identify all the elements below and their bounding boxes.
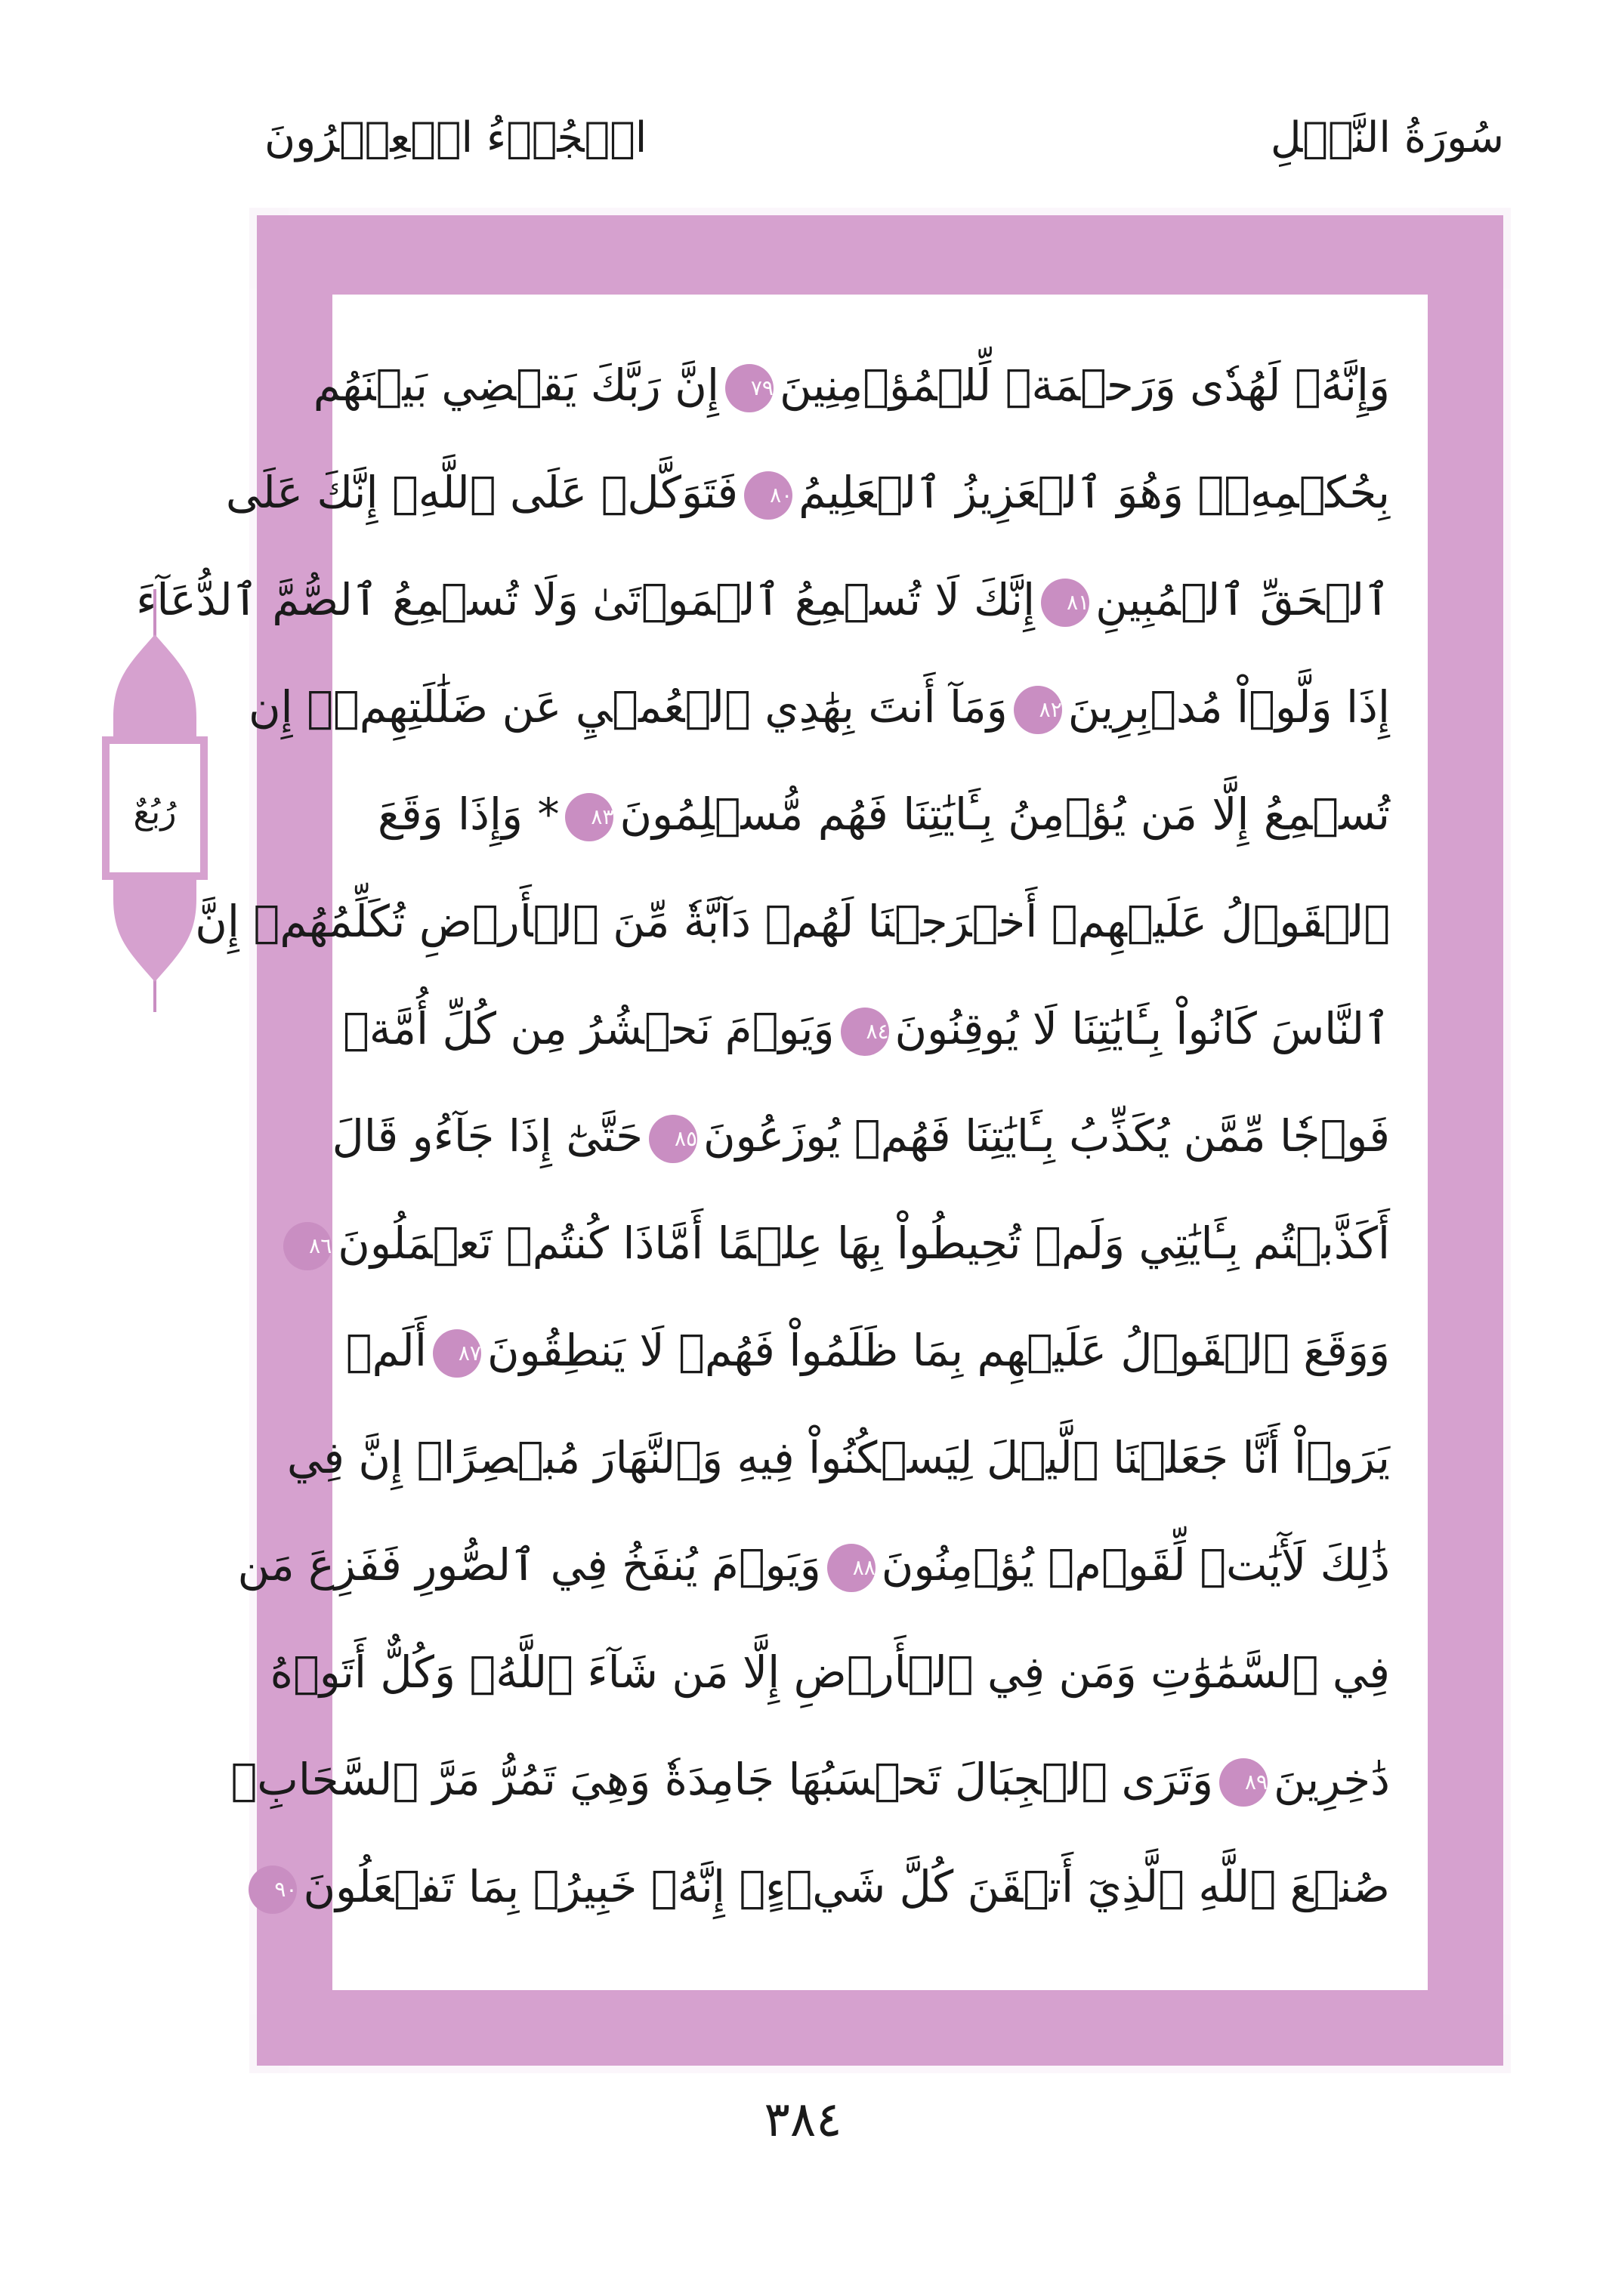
ayah-number-marker: ٨٥ xyxy=(649,1115,697,1163)
text-line xyxy=(345,1298,1390,1403)
text-line xyxy=(136,547,1390,653)
text-line xyxy=(248,654,1390,760)
verse-text: تُسۡمِعُ إِلَّا مَن يُؤۡمِنُ بِـَٔايَٰتِنَا فَهُم مُّسۡلِمُونَ xyxy=(619,788,1390,840)
ayah-number-marker: ٨٤ xyxy=(841,1008,889,1056)
verse-text: وَيَوۡمَ نَحۡشُرُ مِن كُلِّ أُمَّةٖ xyxy=(342,1003,835,1054)
verse-text: بِحُكۡمِهِۦۚ وَهُوَ ٱلۡعَزِيزُ ٱلۡعَلِيمُ xyxy=(798,467,1390,518)
juz-title: الۡجُزۡءُ الۡعِشۡرُونَ xyxy=(264,113,647,162)
text-line xyxy=(274,1834,1390,1940)
ayah-number-marker: ٨٩ xyxy=(1219,1758,1268,1807)
verse-text: ٱلۡحَقِّ ٱلۡمُبِينِ xyxy=(1095,574,1390,625)
verse-text: وَيَوۡمَ يُنفَخُ فِي ٱلصُّورِ فَفَزِعَ مَن xyxy=(237,1539,821,1591)
text-line xyxy=(225,440,1390,545)
ayah-number-marker: ٨٢ xyxy=(1014,686,1062,734)
verse-text: إِذَا وَلَّوۡاْ مُدۡبِرِينَ xyxy=(1067,681,1390,733)
verse-text: فَوۡجٗا مِّمَّن يُكَذِّبُ بِـَٔايَٰتِنَا فَهُمۡ يُوزَعُونَ xyxy=(703,1110,1390,1162)
verse-text: دَٰخِرِينَ xyxy=(1274,1754,1390,1805)
ayah-number-marker: ٨٧ xyxy=(433,1329,481,1378)
rub-label: رُبُعٌ xyxy=(133,793,177,832)
verse-text: وَتَرَى ٱلۡجِبَالَ تَحۡسَبُهَا جَامِدَةٗ وَهِيَ تَمُرُّ مَرَّ ٱلسَّحَابِۚ xyxy=(230,1754,1214,1805)
verse-text: حَتَّىٰٓ إِذَا جَآءُو قَالَ xyxy=(332,1110,644,1162)
verse-text: أَكَذَّبۡتُم بِـَٔايَٰتِي وَلَمۡ تُحِيطُواْ بِهَا عِلۡمًا أَمَّاذَا كُنتُمۡ تَعۡمَلُونَ xyxy=(338,1217,1390,1269)
surah-title: سُورَةُ النَّمۡلِ xyxy=(1270,113,1504,162)
verse-text: فَتَوَكَّلۡ عَلَى ٱللَّهِۖ إِنَّكَ عَلَى xyxy=(225,467,739,518)
verse-text: ذَٰلِكَ لَأٓيَٰتٖ لِّقَوۡمٖ يُؤۡمِنُونَ xyxy=(881,1539,1390,1591)
text-line xyxy=(309,1190,1390,1296)
text-line xyxy=(332,1083,1390,1189)
verse-text: أَلَمۡ xyxy=(345,1325,427,1376)
verse-text: ٱلۡقَوۡلُ عَلَيۡهِمۡ أَخۡرَجۡنَا لَهُمۡ دَآبَّةٗ مِّنَ ٱلۡأَرۡضِ تُكَلِّمُهُمۡ إِنَّ xyxy=(195,896,1390,947)
text-line xyxy=(195,869,1390,974)
verse-text: وَمَآ أَنتَ بِهَٰدِي ٱلۡعُمۡيِ عَن ضَلَٰلَتِهِمۡۖ إِن xyxy=(248,681,1008,733)
ayah-number-marker: ٧٩ xyxy=(725,364,774,412)
text-line xyxy=(313,332,1390,438)
ayah-number-marker: ٨٣ xyxy=(565,793,613,841)
text-line xyxy=(342,976,1390,1082)
ayah-number-marker: ٨٦ xyxy=(283,1222,332,1270)
text-line xyxy=(230,1727,1390,1832)
ayah-number-marker: ٩٠ xyxy=(249,1866,297,1914)
text-line xyxy=(286,1405,1390,1511)
ayah-number-marker: ٨٨ xyxy=(827,1544,876,1592)
verse-text: إِنَّ رَبَّكَ يَقۡضِي بَيۡنَهُم xyxy=(313,360,719,411)
page-number: ٣٨٤ xyxy=(764,2092,842,2148)
text-line xyxy=(237,1512,1390,1618)
ayah-number-marker: ٨٠ xyxy=(744,471,792,520)
verse-text: فِي ٱلسَّمَٰوَٰتِ وَمَن فِي ٱلۡأَرۡضِ إِلَّا مَن شَآءَ ٱللَّهُۚ وَكُلٌّ أَتَوۡهُ xyxy=(270,1646,1390,1698)
verse-text: إِنَّكَ لَا تُسۡمِعُ ٱلۡمَوۡتَىٰ وَلَا تُسۡمِعُ ٱلصُّمَّ ٱلدُّعَآءَ xyxy=(136,574,1036,625)
verse-text: وَإِنَّهُۥ لَهُدٗى وَرَحۡمَةٞ لِّلۡمُؤۡمِنِينَ xyxy=(779,360,1390,411)
text-line xyxy=(378,761,1390,867)
ayah-number-marker: ٨١ xyxy=(1041,579,1089,627)
verse-text: * وَإِذَا وَقَعَ xyxy=(378,788,560,840)
verse-text: صُنۡعَ ٱللَّهِ ٱلَّذِيٓ أَتۡقَنَ كُلَّ شَيۡءٍۚ إِنَّهُۥ خَبِيرُۢ بِمَا تَفۡعَلُونَ xyxy=(303,1861,1390,1912)
verse-text: يَرَوۡاْ أَنَّا جَعَلۡنَا ٱلَّيۡلَ لِيَسۡكُنُواْ فِيهِ وَٱلنَّهَارَ مُبۡصِرًاۚ إِنَّ فِي xyxy=(286,1432,1390,1483)
verse-text: وَوَقَعَ ٱلۡقَوۡلُ عَلَيۡهِم بِمَا ظَلَمُواْ فَهُمۡ لَا يَنطِقُونَ xyxy=(486,1325,1390,1376)
text-line xyxy=(270,1619,1390,1725)
verse-text: ٱلنَّاسَ كَانُواْ بِـَٔايَٰتِنَا لَا يُوقِنُونَ xyxy=(894,1003,1390,1054)
